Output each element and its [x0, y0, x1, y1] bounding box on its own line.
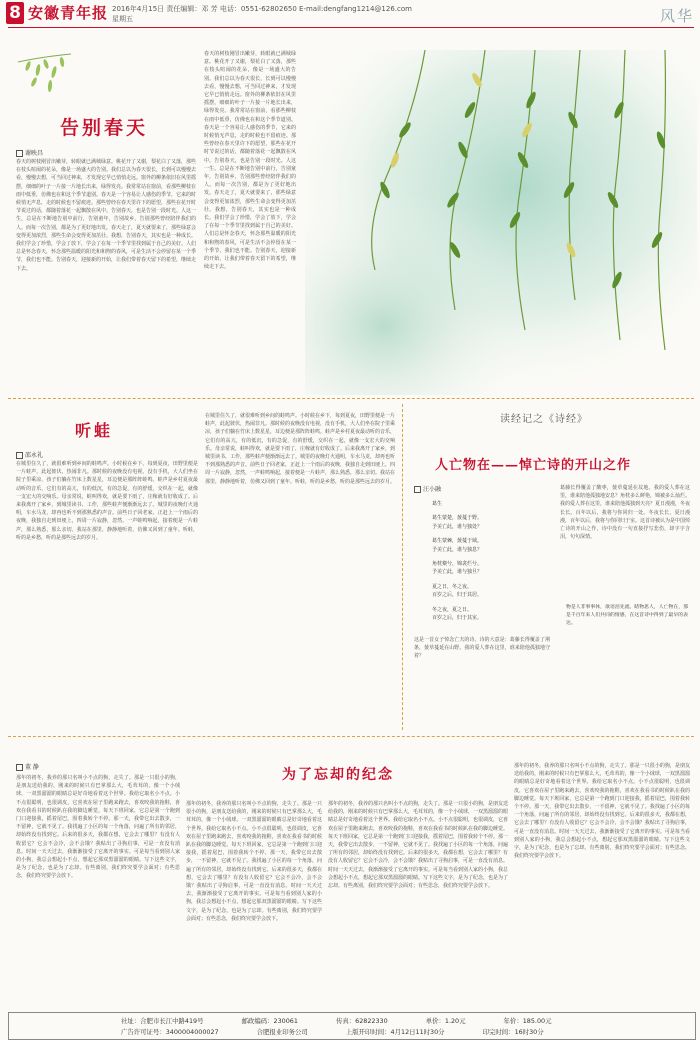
quote-block: 物是人非事事休，欲语泪先流。睹物思人，人亡物在，那是千百年来人们共同的情感，在这首诗中得到了最早的表达。: [566, 605, 688, 627]
footer-postcode: 邮政编码：230061: [241, 1017, 298, 1025]
poem-line: 葛生蒙棘，蔹蔓于域。: [432, 538, 483, 545]
footer-row-2: [121, 1027, 580, 1036]
page-number: 8: [6, 2, 24, 24]
article-title-forget-memorial: 为了忘却的纪念: [282, 767, 394, 783]
article-title-farewell: 告别春天: [60, 117, 149, 139]
footer-address: 社址：合肥市长江中路419号: [121, 1017, 204, 1025]
footer-annual-price: 年价：185.00元: [503, 1017, 552, 1025]
poem-line: 夏之日，冬之夜。: [432, 583, 473, 590]
article-title-reading-notes: 人亡物在——悼亡诗的开山之作: [435, 458, 632, 473]
article-body-farewell-cont: 春天的树枝刚冒出嫩芽，转眼就已满城绿意。桃花开了又谢，梨花白了又落，那些在枝头喧闹的花朵，像是一场盛大的告别。我们总以为春天很长，长到可以慢慢去看，慢慢去想，可当回过神来，才发现它早已悄悄走远。窗外的柳条依旧在风里摇摆，细细的叶子一片接一片地长出来，绿得发亮。我常常站在窗前，看那些柳枝在雨中低垂，仿佛也在和这个季节道别。春天是一个容易让人感伤的季节，它来的时候悄无声息，走的时候也不留痕迹。那些曾经在春天里许下的愿望，那些在花开时节说过的话，都随着落花一起飘散在风中。告别春天，也是告别一段时光。人这一生，总是在不断地告别中前行，告别童年，告别故乡，告别那些曾经陪伴我们的人。而每一次告别，都是为了更好地出发。春天走了，夏天就要来了，那些绿意会变得更加浓烈，那些生命会变得更加茁壮。我想，告别春天，其实也是一种成长。我们学会了珍惜，学会了放下，学会了在每一个季节里找到属于自己的美好。人们总是怀念春天，怀念那些温暖的阳光和和煦的春风，可是生活不会停留在某一个季节，我们也不能。告别春天，迎接新的开始，让我们带着春天留下的希望，继续走下去。: [204, 51, 296, 271]
footer-price: 单价：1.20元: [425, 1017, 466, 1025]
footer-license: 广告许可证号：3400004000027: [121, 1028, 219, 1036]
article-body-listen-frogs-cont: 在城里住久了，就很难听到乡间的蛙鸣声。小时候在乡下，每到夏夜，田野里便是一片蛙声，此起彼伏，热闹非凡。那时候的夜晚没有电视，没有手机，大人们坐在院子里乘凉，孩子们躺在竹床上数星星，耳边便是那阵阵蛙鸣。蛙声是乡村夏夜最动听的音乐，它们有的高亢，有的低沉，有的急促，有的舒缓，交织在一起，就像一支宏大的交响乐。母亲常说，蛙叫得欢，就是要下雨了，庄稼就有好收成了。后来我离开了家乡，到城里读书、工作，那些蛙声便渐渐远去了。城里的夜晚灯火通明，车水马龙，却再也听不到那熟悉的声音。前些日子回老家，正赶上一个雨后的夜晚，我独自走到田埂上，四周一片寂静，忽然，一声蛙鸣响起，接着便是一片蛙声，那么熟悉，那么亲切。我站在那里，静静地听着，仿佛又回到了童年。听蛙，听的是乡愁，听的是那些远去的岁月。: [205, 413, 395, 485]
author-forget-memorial: 董 静: [16, 762, 39, 771]
series-kicker: 读经记之《诗经》: [500, 414, 588, 425]
poem-title: 葛生: [432, 501, 443, 507]
article-body-forget-memorial: 那年的初冬，我养的那只名叫小不点的狗，走失了。那是一只很小的狗，是朋友送给我的，刚来的时候只有巴掌那么大，毛茸茸的，像一个小绒球，一双黑溜溜的眼睛总是好奇地看着这个世界。我给它取名小不点。小不点很聪明，也很调皮，它喜欢在屋子里跑来跑去，喜欢咬我的拖鞋，喜欢在我看书的时候趴在我的脚边睡觉。每天下班回家，它总是第一个跑到门口迎接我，摇着尾巴，围着我转个不停。那一天，我带它出去散步，一不留神，它就不见了。我找遍了小区的每一个角落，问遍了所有的邻居，却始终没有找到它。后来的很多天，我都在想，它会去了哪里？有没有人收留它？它会不会冷，会不会饿？我贴出了寻狗启事，可是一直没有消息。时间一天天过去，我渐渐接受了它离开的事实。可是每当看到别人家的小狗，我总会想起小不点，想起它那双黑溜溜的眼睛。写下这些文字，是为了纪念，也是为了忘却。有些离别，我们终究要学会面对；有些思念，我们终究要学会放下。: [16, 775, 180, 880]
poem-line: 百岁之后，归于其居。: [432, 592, 483, 599]
page-header: [0, 0, 700, 26]
newspaper-name: 安徽青年报: [28, 4, 109, 22]
header-rule: [8, 27, 694, 28]
article-body-reading-notes-left: 这是一首女子悼念亡夫的诗。诗的大意是：葛藤长得覆盖了荆条，蔹草蔓延在山野。我的爱人葬在这里，谁来陪他孤独地守着？: [414, 637, 550, 660]
footer-print-end: 印完时间：16时30分: [482, 1028, 544, 1036]
article-body-farewell: 春天的树枝刚冒出嫩芽，转眼就已满城绿意。桃花开了又谢，梨花白了又落，那些在枝头喧闹的花朵，像是一场盛大的告别。我们总以为春天很长，长到可以慢慢去看，慢慢去想，可当回过神来，才发现它早已悄悄走远。窗外的柳条依旧在风里摇摆，细细的叶子一片接一片地长出来，绿得发亮。我常常站在窗前，看那些柳枝在雨中低垂，仿佛也在和这个季节道别。春天是一个容易让人感伤的季节，它来的时候悄无声息，走的时候也不留痕迹。那些曾经在春天里许下的愿望，那些在花开时节说过的话，都随着落花一起飘散在风中。告别春天，也是告别一段时光。人这一生，总是在不断地告别中前行，告别童年，告别故乡，告别那些曾经陪伴我们的人。而每一次告别，都是为了更好地出发。春天走了，夏天就要来了，那些绿意会变得更加浓烈，那些生命会变得更加茁壮。我想，告别春天，其实也是一种成长。我们学会了珍惜，学会了放下，学会了在每一个季节里找到属于自己的美好。人们总是怀念春天，怀念那些温暖的阳光和和煦的春风，可是生活不会停留在某一个季节，我们也不能。告别春天，迎接新的开始，让我们带着春天留下的希望，继续走下去。: [16, 159, 196, 272]
article-body-reading-notes-right: 葛藤长得覆盖了酸枣，蔹草蔓延在坟地。我的爱人葬在这里，谁来陪他孤独地安息？角枕多么鲜艳，锦被多么灿烂。我的爱人葬在这里，谁来陪他孤独到天亮？夏日漫漫，冬夜长长。百年以后，我将与你同归一处。冬夜长长，夏日漫漫，百年以后，我将与你同归于室。这首诗被认为是中国悼亡诗的开山之作，诗中没有一句直接抒写悲伤，却字字含泪，句句深情。: [560, 485, 690, 541]
footer-fax: 传真：62822330: [335, 1017, 388, 1025]
section-divider: [8, 736, 694, 737]
footer-print-start: 上版开印时间：4月12日11时30分: [345, 1028, 445, 1036]
article-body-forget-memorial-4: 那年的初冬，我养的那只名叫小不点的狗，走失了。那是一只很小的狗，是朋友送给我的，刚来的时候只有巴掌那么大，毛茸茸的，像一个小绒球，一双黑溜溜的眼睛总是好奇地看着这个世界。我给它取名小不点。小不点很聪明，也很调皮，它喜欢在屋子里跑来跑去，喜欢咬我的拖鞋，喜欢在我看书的时候趴在我的脚边睡觉。每天下班回家，它总是第一个跑到门口迎接我，摇着尾巴，围着我转个不停。那一天，我带它出去散步，一不留神，它就不见了。我找遍了小区的每一个角落，问遍了所有的邻居，却始终没有找到它。后来的很多天，我都在想，它会去了哪里？有没有人收留它？它会不会冷，会不会饿？我贴出了寻狗启事，可是一直没有消息。时间一天天过去，我渐渐接受了它离开的事实。可是每当看到别人家的小狗，我总会想起小不点，想起它那双黑溜溜的眼睛。写下这些文字，是为了纪念，也是为了忘却。有些离别，我们终究要学会面对；有些思念，我们终究要学会放下。: [514, 763, 690, 860]
column-divider: [402, 404, 403, 730]
leaf-sprig-icon: [16, 52, 76, 107]
article-body-forget-memorial-3: 那年的初冬，我养的那只名叫小不点的狗，走失了。那是一只很小的狗，是朋友送给我的，刚来的时候只有巴掌那么大，毛茸茸的，像一个小绒球，一双黑溜溜的眼睛总是好奇地看着这个世界。我给它取名小不点。小不点很聪明，也很调皮，它喜欢在屋子里跑来跑去，喜欢咬我的拖鞋，喜欢在我看书的时候趴在我的脚边睡觉。每天下班回家，它总是第一个跑到门口迎接我，摇着尾巴，围着我转个不停。那一天，我带它出去散步，一不留神，它就不见了。我找遍了小区的每一个角落，问遍了所有的邻居，却始终没有找到它。后来的很多天，我都在想，它会去了哪里？有没有人收留它？它会不会冷，会不会饿？我贴出了寻狗启事，可是一直没有消息。时间一天天过去，我渐渐接受了它离开的事实。可是每当看到别人家的小狗，我总会想起小不点，想起它那双黑溜溜的眼睛。写下这些文字，是为了纪念，也是为了忘却。有些离别，我们终究要学会面对；有些思念，我们终究要学会放下。: [328, 801, 508, 890]
edition-info: 2016年4月15日 责任编辑：邓 芳 电话：0551-62802650 E-mail:dengfang1214@126.com: [112, 5, 412, 13]
author-reading-notes: 汪小融: [414, 484, 441, 493]
poem-line: 予美亡此，谁与独旦？: [432, 569, 483, 576]
footer-row-1: [121, 1016, 587, 1025]
willow-watercolor-illustration: [305, 50, 697, 395]
poem-line: 葛生蒙楚，蔹蔓于野。: [432, 515, 483, 522]
poem-block: [432, 500, 542, 622]
poem-line: 冬之夜，夏之日。: [432, 606, 473, 613]
weekday: 星期五: [112, 15, 133, 23]
author-farewell: 谢映昌: [16, 148, 43, 157]
footer-printer: 合肥报业印务公司: [256, 1028, 308, 1036]
article-title-listen-frogs: 听蛙: [75, 421, 114, 440]
poem-line: 百岁之后，归于其室。: [432, 615, 483, 622]
poem-line: 予美亡此，谁与独息？: [432, 546, 483, 553]
section-divider: [8, 398, 694, 399]
poem-line: 予美亡此，谁与独处？: [432, 523, 483, 530]
article-body-forget-memorial-2: 那年的初冬，我养的那只名叫小不点的狗，走失了。那是一只很小的狗，是朋友送给我的，刚来的时候只有巴掌那么大，毛茸茸的，像一个小绒球，一双黑溜溜的眼睛总是好奇地看着这个世界。我给它取名小不点。小不点很聪明，也很调皮，它喜欢在屋子里跑来跑去，喜欢咬我的拖鞋，喜欢在我看书的时候趴在我的脚边睡觉。每天下班回家，它总是第一个跑到门口迎接我，摇着尾巴，围着我转个不停。那一天，我带它出去散步，一不留神，它就不见了。我找遍了小区的每一个角落，问遍了所有的邻居，却始终没有找到它。后来的很多天，我都在想，它会去了哪里？有没有人收留它？它会不会冷，会不会饿？我贴出了寻狗启事，可是一直没有消息。时间一天天过去，我渐渐接受了它离开的事实。可是每当看到别人家的小狗，我总会想起小不点，想起它那双黑溜溜的眼睛。写下这些文字，是为了纪念，也是为了忘却。有些离别，我们终究要学会面对；有些思念，我们终究要学会放下。: [186, 801, 322, 922]
poem-line: 角枕粲兮，锦衾烂兮。: [432, 561, 483, 568]
page-footer: [8, 1012, 696, 1040]
section-name: 风华: [659, 7, 694, 25]
author-listen-frogs: 邵永礼: [16, 450, 43, 459]
article-body-listen-frogs: 在城里住久了，就很难听到乡间的蛙鸣声。小时候在乡下，每到夏夜，田野里便是一片蛙声，此起彼伏，热闹非凡。那时候的夜晚没有电视，没有手机，大人们坐在院子里乘凉，孩子们躺在竹床上数星星，耳边便是那阵阵蛙鸣。蛙声是乡村夏夜最动听的音乐，它们有的高亢，有的低沉，有的急促，有的舒缓，交织在一起，就像一支宏大的交响乐。母亲常说，蛙叫得欢，就是要下雨了，庄稼就有好收成了。后来我离开了家乡，到城里读书、工作，那些蛙声便渐渐远去了。城里的夜晚灯火通明，车水马龙，却再也听不到那熟悉的声音。前些日子回老家，正赶上一个雨后的夜晚，我独自走到田埂上，四周一片寂静，忽然，一声蛙鸣响起，接着便是一片蛙声，那么熟悉，那么亲切。我站在那里，静静地听着，仿佛又回到了童年。听蛙，听的是乡愁，听的是那些远去的岁月。: [16, 461, 198, 541]
